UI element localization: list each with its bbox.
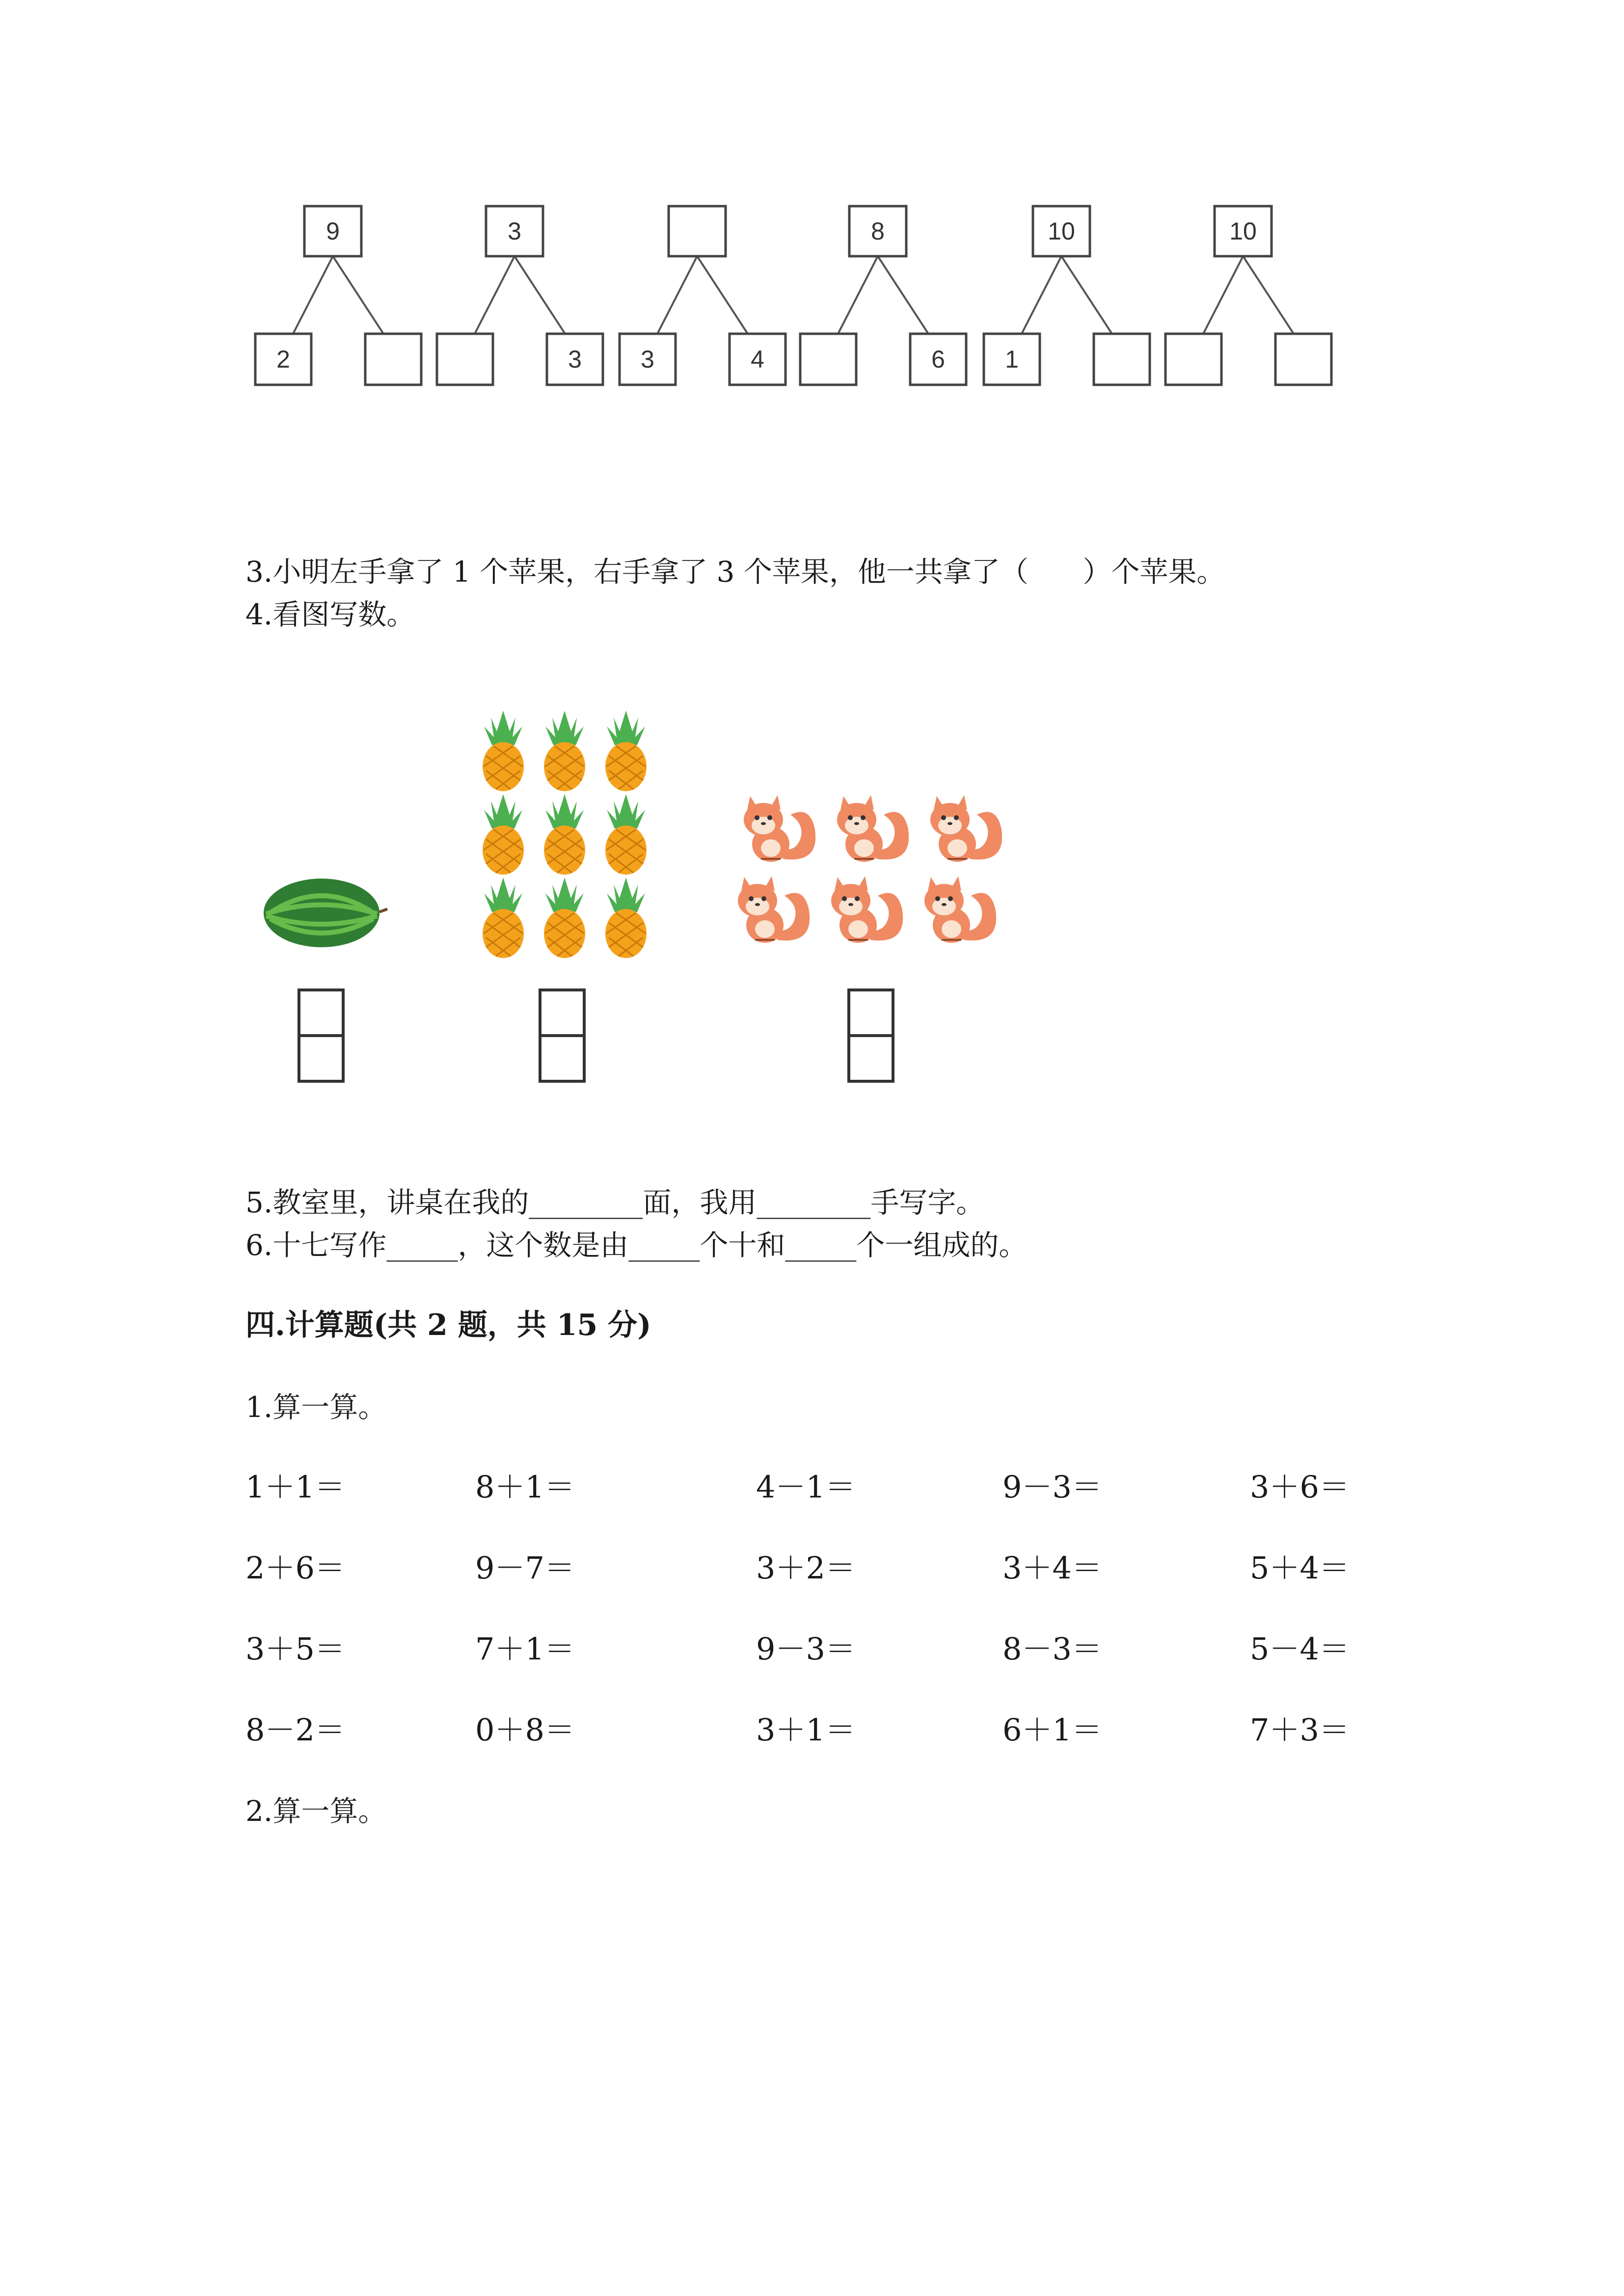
bond-connector: [293, 256, 333, 334]
calc-item: 4－1＝: [756, 1469, 856, 1505]
bond-right-number: 4: [751, 346, 764, 373]
answer-box-pineapple[interactable]: [539, 988, 586, 1083]
squirrel-group: [736, 790, 1021, 967]
bond-connector: [1243, 256, 1294, 334]
bond-connector: [1061, 256, 1112, 334]
bond-connector: [878, 256, 928, 334]
question-5: 5.教室里，讲桌在我的________面，我用________手写字。: [245, 1186, 985, 1219]
pineapple-icon: [599, 874, 653, 960]
calc-item: 0＋8＝: [475, 1712, 575, 1748]
calc-item: 8－2＝: [245, 1712, 345, 1748]
bond-connector: [1203, 256, 1243, 334]
calc-item: 3＋4＝: [1002, 1550, 1102, 1586]
bond-connector: [697, 256, 748, 334]
calc-item: 8－3＝: [1002, 1631, 1102, 1667]
calc-item: 8＋1＝: [475, 1469, 575, 1505]
pineapple-icon: [599, 790, 653, 876]
pineapple-icon: [476, 874, 530, 960]
answer-box-squirrel[interactable]: [847, 988, 894, 1083]
bond-right-box[interactable]: [1275, 334, 1331, 385]
calc-item: 9－3＝: [1002, 1469, 1102, 1505]
watermelon-icon: [260, 874, 388, 952]
section-4-heading: 四.计算题(共 2 题，共 15 分): [245, 1308, 651, 1342]
bond-left-box[interactable]: [800, 334, 856, 385]
calc-item: 3＋2＝: [756, 1550, 856, 1586]
bond-top-box[interactable]: [669, 206, 726, 256]
question-3: 3.小明左手拿了 1 个苹果，右手拿了 3 个苹果，他一共拿了（ ）个苹果。: [245, 555, 1225, 588]
bond-connector: [657, 256, 697, 334]
calc-item: 5＋4＝: [1250, 1550, 1350, 1586]
number-bond-diagrams: [0, 0, 1624, 442]
calc-item: 9－7＝: [475, 1550, 575, 1586]
answer-box-watermelon[interactable]: [298, 988, 345, 1083]
bond-left-box[interactable]: [437, 334, 493, 385]
squirrel-icon: [917, 871, 1001, 950]
bond-right-box[interactable]: [1094, 334, 1150, 385]
calc-item: 3＋1＝: [756, 1712, 856, 1748]
squirrel-icon: [824, 871, 907, 950]
squirrel-icon: [830, 790, 913, 869]
bond-top-number: 10: [1229, 217, 1257, 245]
bond-top-number: 9: [326, 217, 340, 245]
calc-item: 3＋6＝: [1250, 1469, 1350, 1505]
calc-item: 5－4＝: [1250, 1631, 1350, 1667]
bond-connector: [514, 256, 565, 334]
bond-left-number: 3: [641, 346, 654, 373]
bond-top-number: 3: [508, 217, 521, 245]
section-4-part-1: 1.算一算。: [245, 1390, 387, 1424]
pineapple-icon: [476, 707, 530, 793]
pineapple-icon: [538, 874, 592, 960]
pineapple-icon: [538, 707, 592, 793]
bond-left-box[interactable]: [1165, 334, 1221, 385]
bond-connector: [1022, 256, 1061, 334]
bond-right-number: 3: [568, 346, 582, 373]
calc-item: 7＋1＝: [475, 1631, 575, 1667]
calc-item: 1＋1＝: [245, 1469, 345, 1505]
calc-item: 9－3＝: [756, 1631, 856, 1667]
calc-item: 7＋3＝: [1250, 1712, 1350, 1748]
bond-right-number: 6: [931, 346, 945, 373]
calc-item: 2＋6＝: [245, 1550, 345, 1586]
squirrel-icon: [923, 790, 1006, 869]
section-4-part-2: 2.算一算。: [245, 1794, 387, 1828]
calc-item: 6＋1＝: [1002, 1712, 1102, 1748]
pineapple-icon: [538, 790, 592, 876]
question-4: 4.看图写数。: [245, 598, 415, 631]
question-6: 6.十七写作_____，这个数是由_____个十和_____个一组成的。: [245, 1228, 1028, 1262]
bond-connector: [475, 256, 514, 334]
pineapple-icon: [476, 790, 530, 876]
bond-connector: [333, 256, 383, 334]
pineapple-icon: [599, 707, 653, 793]
squirrel-icon: [736, 790, 820, 869]
bond-connector: [838, 256, 878, 334]
calc-item: 3＋5＝: [245, 1631, 345, 1667]
bond-left-number: 1: [1005, 346, 1019, 373]
pineapple-group: [476, 707, 668, 962]
bond-left-number: 2: [276, 346, 290, 373]
bond-top-number: 10: [1048, 217, 1075, 245]
bond-right-box[interactable]: [365, 334, 421, 385]
squirrel-icon: [731, 871, 814, 950]
bond-top-number: 8: [871, 217, 885, 245]
